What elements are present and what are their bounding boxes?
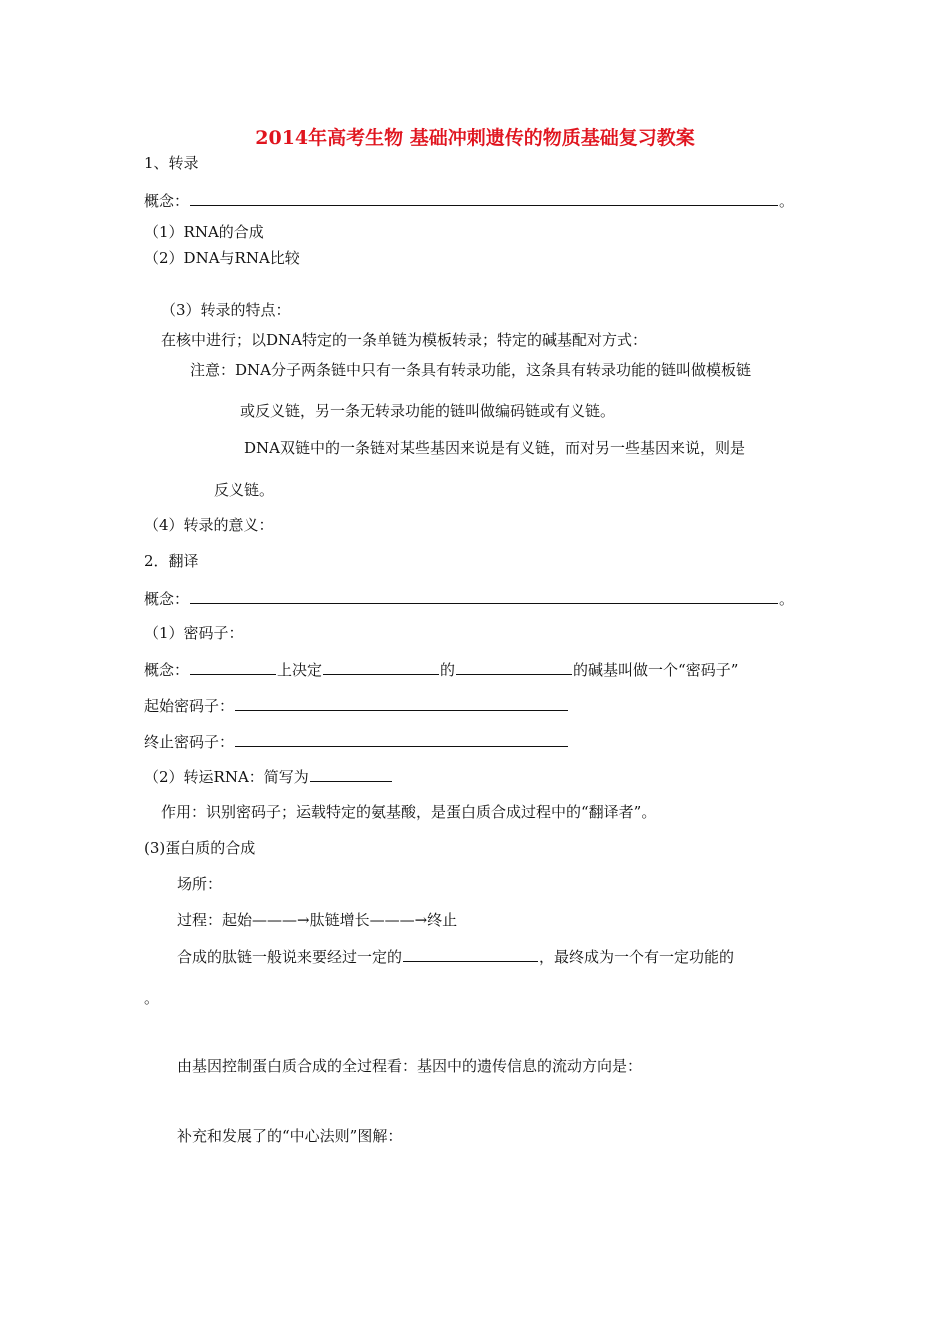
- stop-codon-line: [144, 731, 569, 752]
- flow-direction-line: 由基因控制蛋白质合成的全过程看：基因中的遗传信息的流动方向是：: [177, 1057, 643, 1075]
- trailing-period: 。: [144, 989, 160, 1007]
- s1-item-1: （1）RNA的合成: [144, 223, 264, 241]
- fill-blank[interactable]: [456, 659, 572, 675]
- s1-item-3: （3）转录的特点：: [161, 301, 291, 319]
- fill-blank[interactable]: [235, 731, 568, 747]
- period: 。: [779, 192, 795, 210]
- s1-item-4: （4）转录的意义：: [144, 516, 274, 534]
- codon-concept-line: [144, 659, 738, 680]
- s1-feature: 在核中进行；以DNA特定的一条单链为模板转录；特定的碱基配对方式：: [161, 331, 647, 349]
- period: 。: [779, 590, 795, 608]
- peptide-text-2: ，最终成为一个有一定功能的: [539, 948, 735, 966]
- fill-blank[interactable]: [310, 766, 392, 782]
- codon-text-1: 上决定: [277, 661, 323, 679]
- page-title: 2014年高考生物 基础冲刺遗传的物质基础复习教案: [255, 127, 695, 149]
- s1-item-2: （2）DNA与RNA比较: [144, 249, 300, 267]
- s2-concept-line: [144, 588, 794, 609]
- site-label: 场所：: [177, 875, 223, 893]
- section-1-heading: 1、转录: [144, 154, 199, 172]
- fill-blank[interactable]: [190, 190, 778, 206]
- s1-note-3: DNA双链中的一条链对某些基因来说是有义链，而对另一些基因来说，则是: [244, 439, 745, 457]
- protein-heading: (3)蛋白质的合成: [144, 839, 256, 857]
- fill-blank[interactable]: [403, 946, 538, 962]
- start-codon-label: 起始密码子：: [144, 697, 235, 715]
- stop-codon-label: 终止密码子：: [144, 733, 235, 751]
- concept-label: 概念：: [144, 590, 190, 608]
- start-codon-line: [144, 695, 569, 716]
- s1-note-4: 反义链。: [214, 481, 275, 499]
- trna-line: [144, 766, 393, 787]
- codon-heading: （1）密码子：: [144, 624, 244, 642]
- peptide-text-1: 合成的肽链一般说来要经过一定的: [177, 948, 403, 966]
- fill-blank[interactable]: [235, 695, 568, 711]
- concept-label: 概念：: [144, 661, 190, 679]
- fill-blank[interactable]: [190, 588, 778, 604]
- s1-note-1: 注意：DNA分子两条链中只有一条具有转录功能，这条具有转录功能的链叫做模板链: [190, 361, 751, 379]
- s1-concept-line: [144, 190, 794, 211]
- peptide-line: [177, 946, 734, 967]
- s1-note-2: 或反义链，另一条无转录功能的链叫做编码链或有义链。: [240, 402, 616, 420]
- trna-function: 作用：识别密码子；运载特定的氨基酸，是蛋白质合成过程中的“翻译者”。: [161, 803, 657, 821]
- process-line: 过程：起始———→肽链增长———→终止: [177, 911, 458, 929]
- fill-blank[interactable]: [190, 659, 276, 675]
- concept-label: 概念：: [144, 192, 190, 210]
- central-dogma-line: 补充和发展了的“中心法则”图解：: [177, 1127, 403, 1145]
- fill-blank[interactable]: [323, 659, 439, 675]
- trna-text: （2）转运RNA：简写为: [144, 768, 309, 786]
- codon-text-3: 的碱基叫做一个“密码子”: [573, 661, 739, 679]
- section-2-heading: 2．翻译: [144, 552, 199, 570]
- codon-text-2: 的: [440, 661, 456, 679]
